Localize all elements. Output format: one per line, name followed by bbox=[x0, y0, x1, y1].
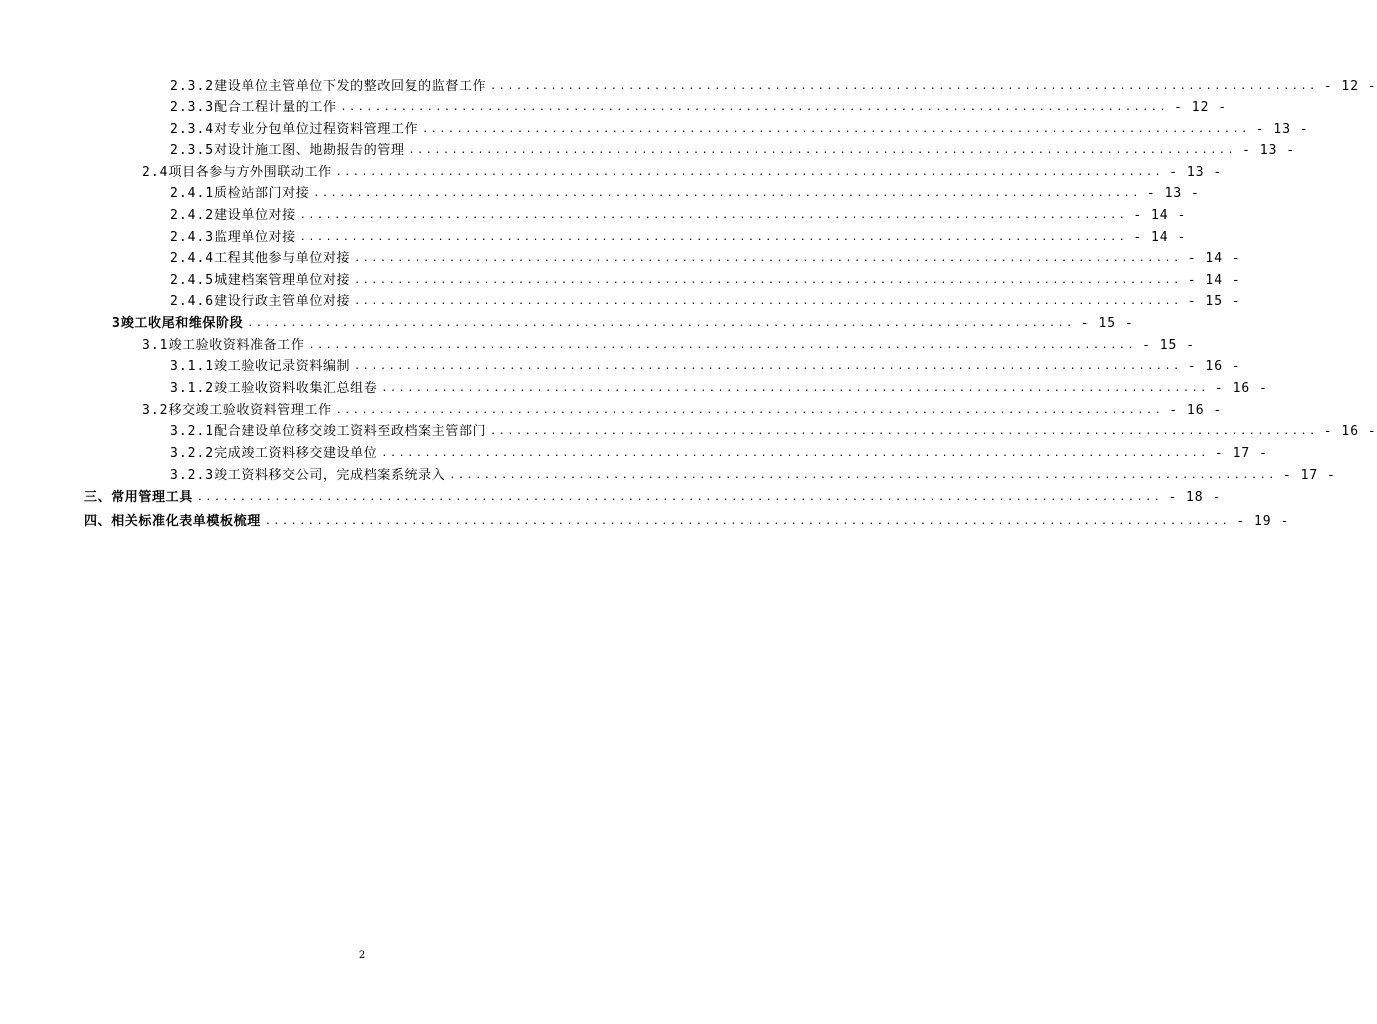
toc-entry-3[interactable] bbox=[112, 313, 1134, 334]
toc-title: 对设计施工图、地勘报告的管理 bbox=[214, 143, 405, 158]
toc-page: - 13 - bbox=[1146, 186, 1200, 201]
dot-leader: ................................................................................................ bbox=[335, 167, 1164, 178]
toc-number: 2.3.5 bbox=[170, 143, 215, 158]
page-number: 2 bbox=[358, 950, 366, 961]
toc-page: - 18 - bbox=[1168, 490, 1222, 505]
toc-number: 2.4.2 bbox=[170, 208, 215, 223]
toc-entry-2-3-2[interactable] bbox=[170, 76, 1377, 97]
toc-entry-2-3-5[interactable] bbox=[170, 140, 1296, 161]
toc-number: 2.4.3 bbox=[170, 230, 215, 245]
toc-entry-3-2-3[interactable] bbox=[170, 465, 1336, 486]
toc-page: - 16 - bbox=[1169, 403, 1223, 418]
toc-entry-2-4-2[interactable] bbox=[170, 205, 1187, 226]
dot-leader: ................................................................................................ bbox=[490, 81, 1318, 92]
toc-page: - 19 - bbox=[1236, 514, 1290, 529]
toc-entry-2-3-3[interactable] bbox=[170, 97, 1228, 118]
dot-leader: ................................................................................................ bbox=[381, 448, 1209, 459]
toc-entry-section-3[interactable] bbox=[84, 487, 1222, 508]
toc-page: - 16 - bbox=[1323, 424, 1377, 439]
toc-number: 2.3.4 bbox=[170, 122, 215, 137]
toc-page: - 17 - bbox=[1282, 468, 1336, 483]
dot-leader: ................................................................................................ bbox=[354, 253, 1182, 264]
toc-title: 三、常用管理工具 bbox=[84, 490, 193, 505]
toc-title: 四、相关标准化表单模板梳理 bbox=[84, 514, 261, 529]
dot-leader: ................................................................................................ bbox=[308, 340, 1137, 351]
toc-title: 质检站部门对接 bbox=[214, 186, 310, 201]
toc-number: 2.3.2 bbox=[170, 79, 215, 94]
toc-title: 移交竣工验收资料管理工作 bbox=[168, 403, 332, 418]
toc-number: 3.2.2 bbox=[170, 446, 215, 461]
dot-leader: ................................................................................................ bbox=[313, 188, 1141, 199]
toc-title: 建设行政主管单位对接 bbox=[214, 294, 351, 309]
dot-leader: ................................................................................................ bbox=[354, 296, 1182, 307]
dot-leader: ................................................................................................ bbox=[381, 383, 1209, 394]
toc-page: - 16 - bbox=[1214, 381, 1268, 396]
dot-leader: ................................................................................................ bbox=[449, 470, 1277, 481]
toc-title: 监理单位对接 bbox=[214, 230, 296, 245]
toc-page: - 16 - bbox=[1187, 359, 1241, 374]
dot-leader: ................................................................................................ bbox=[354, 361, 1182, 372]
toc-entry-3-2-2[interactable] bbox=[170, 443, 1268, 464]
toc-entry-2-4-1[interactable] bbox=[170, 183, 1200, 204]
dot-leader: ................................................................................................ bbox=[299, 210, 1128, 221]
toc-title: 工程其他参与单位对接 bbox=[214, 251, 351, 266]
toc-page: - 15 - bbox=[1187, 294, 1241, 309]
toc-number: 2.3.3 bbox=[170, 100, 215, 115]
toc-entry-2-4-4[interactable] bbox=[170, 248, 1241, 269]
toc-number: 3.1.2 bbox=[170, 381, 215, 396]
toc-number: 3.1 bbox=[142, 338, 169, 353]
dot-leader: ................................................................................................ bbox=[335, 405, 1164, 416]
dot-leader: ................................................................................................ bbox=[490, 426, 1318, 437]
toc-title: 竣工收尾和维保阶段 bbox=[120, 316, 244, 331]
dot-leader: ................................................................................................................ bbox=[264, 516, 1231, 527]
toc-page: - 17 - bbox=[1214, 446, 1268, 461]
toc-entry-3-1-2[interactable] bbox=[170, 378, 1268, 399]
toc-number: 3.2.3 bbox=[170, 468, 215, 483]
toc-number: 2.4.1 bbox=[170, 186, 215, 201]
toc-entry-3-1[interactable] bbox=[142, 335, 1196, 356]
toc-page: - 15 - bbox=[1142, 338, 1196, 353]
toc-title: 竣工资料移交公司，完成档案系统录入 bbox=[214, 468, 446, 483]
toc-number: 2.4.4 bbox=[170, 251, 215, 266]
toc-title: 城建档案管理单位对接 bbox=[214, 273, 351, 288]
toc-page: - 14 - bbox=[1133, 208, 1187, 223]
toc-number: 2.4.6 bbox=[170, 294, 215, 309]
toc-page: - 14 - bbox=[1133, 230, 1187, 245]
toc-entry-3-1-1[interactable] bbox=[170, 356, 1241, 377]
toc-entry-2-4-5[interactable] bbox=[170, 270, 1241, 291]
toc-page: - 14 - bbox=[1187, 273, 1241, 288]
toc-title: 竣工验收记录资料编制 bbox=[214, 359, 351, 374]
toc-entry-3-2[interactable] bbox=[142, 400, 1223, 421]
toc-number: 3.2.1 bbox=[170, 424, 215, 439]
toc-page: - 13 - bbox=[1255, 122, 1309, 137]
toc-title: 对专业分包单位过程资料管理工作 bbox=[214, 122, 419, 137]
toc-number: 2.4.5 bbox=[170, 273, 215, 288]
toc-entry-2-3-4[interactable] bbox=[170, 119, 1309, 140]
toc-number: 3.2 bbox=[142, 403, 169, 418]
toc-entry-2-4-3[interactable] bbox=[170, 227, 1187, 248]
dot-leader: ................................................................................................ bbox=[354, 275, 1182, 286]
dot-leader: ................................................................................................ bbox=[422, 124, 1250, 135]
toc-page: - 15 - bbox=[1080, 316, 1134, 331]
toc-page: - 12 - bbox=[1174, 100, 1228, 115]
toc-entry-3-2-1[interactable] bbox=[170, 421, 1377, 442]
toc-page: - 13 - bbox=[1242, 143, 1296, 158]
toc-title: 完成竣工资料移交建设单位 bbox=[214, 446, 378, 461]
toc-title: 竣工验收资料收集汇总组卷 bbox=[214, 381, 378, 396]
toc-page: - 12 - bbox=[1323, 79, 1377, 94]
toc-page: - 13 - bbox=[1169, 165, 1223, 180]
toc-entry-section-4[interactable] bbox=[84, 511, 1290, 532]
toc-title: 建设单位主管单位下发的整改回复的监督工作 bbox=[214, 79, 487, 94]
toc-number: 3 bbox=[112, 316, 121, 331]
toc-entry-2-4-6[interactable] bbox=[170, 291, 1241, 312]
toc-title: 配合工程计量的工作 bbox=[214, 100, 337, 115]
toc-number: 2.4 bbox=[142, 165, 169, 180]
toc-page: - 14 - bbox=[1187, 251, 1241, 266]
toc-title: 配合建设单位移交竣工资料至政档案主管部门 bbox=[214, 424, 487, 439]
dot-leader: ................................................................................................ bbox=[408, 145, 1237, 156]
dot-leader: ................................................................................................ bbox=[299, 232, 1128, 243]
toc-title: 项目各参与方外围联动工作 bbox=[168, 165, 332, 180]
toc-title: 建设单位对接 bbox=[214, 208, 296, 223]
toc-title: 竣工验收资料准备工作 bbox=[168, 338, 305, 353]
toc-number: 3.1.1 bbox=[170, 359, 215, 374]
dot-leader: ................................................................................................ bbox=[247, 318, 1075, 329]
dot-leader: ................................................................................................................ bbox=[196, 492, 1163, 503]
toc-entry-2-4[interactable] bbox=[142, 162, 1223, 183]
dot-leader: ................................................................................................ bbox=[340, 102, 1169, 113]
